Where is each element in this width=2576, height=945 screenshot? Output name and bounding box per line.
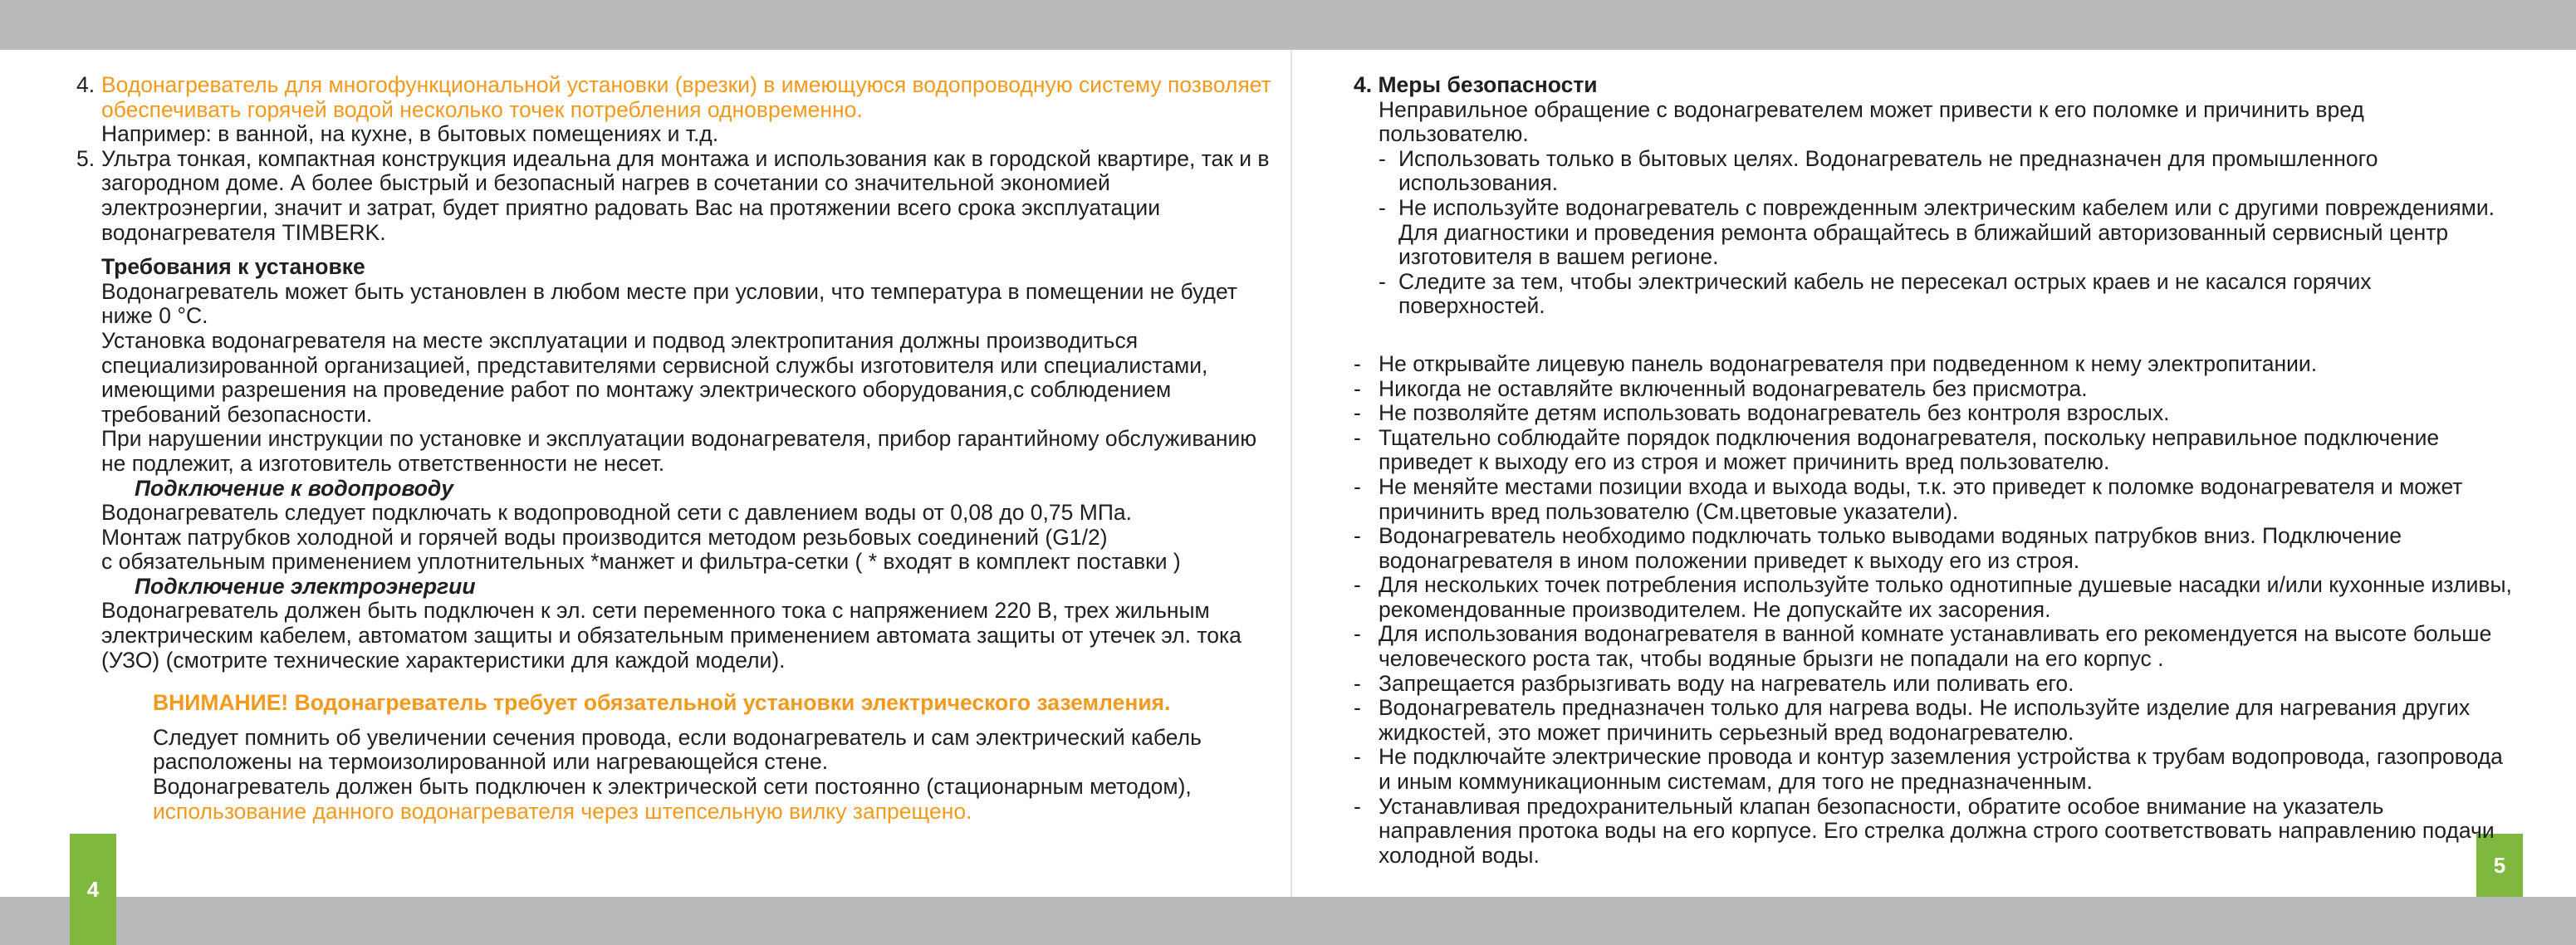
list-item: - Запрещается разбрызгивать воду на нагреватель или поливать его. bbox=[1354, 670, 2074, 696]
list-item: - Не используйте водонагреватель с поврежденным электрическим кабелем или с другими повреждениями. Для диагностики и проведения ремонта обращайтесь в ближайший авторизованный сервисный центр изготовителя в вашем регионе. bbox=[1379, 194, 2495, 270]
list-item: - Водонагреватель предназначен только для нагрева воды. Не используйте изделие для нагревания других жидкостей, это может причинить серьезный вред водонагревателю. bbox=[1354, 695, 2471, 745]
list-item: - Не подключайте электрические провода и контур заземления устройства к трубам водопровода, газопровода и иным коммуникационным системам, для того не предназначенным. bbox=[1354, 744, 2503, 795]
power-paragraph: Водонагреватель должен быть подключен к эл. сети переменного тока с напряжением 220 В, трех жильным электрическим кабелем, автоматом защиты и обязательным применением автомата защиты от утечек эл. тока (УЗО) (смотрите технические характеристики для каждой модели). bbox=[101, 598, 1241, 673]
item4-highlight: Водонагреватель для многофункциональной установки (врезки) в имеющуюся водопроводную систему позволяет обеспечивать горячей водой несколько точек потребления одновременно. bbox=[101, 72, 1271, 122]
water-paragraph: с обязательным применением уплотнительных *манжет и фильтра-сетки ( * входят в комплект поставки ) bbox=[101, 549, 1181, 575]
list-item: - Для нескольких точек потребления используйте только однотипные душевые насадки и/или кухонные изливы, рекомендованные производителем. Не допускайте их засорения. bbox=[1354, 572, 2512, 622]
safety-heading: 4. Меры безопасности bbox=[1354, 72, 1598, 97]
list-item: - Водонагреватель необходимо подключать только выводами водяных патрубков вниз. Подключение водонагревателя в ином положении приведет к выходу его из строя. bbox=[1354, 523, 2402, 573]
install-heading: Требования к установке bbox=[101, 254, 365, 280]
install-paragraph: При нарушении инструкции по установке и эксплуатации водонагревателя, прибор гарантийному обслуживанию не подлежит, а изготовитель ответственности не несет. bbox=[101, 426, 1257, 476]
list-number: 4. bbox=[76, 72, 95, 97]
water-heading: Подключение к водопроводу bbox=[135, 475, 454, 501]
warning-paragraph: Следует помнить об увеличении сечения провода, если водонагреватель и сам электрический кабель расположены на термоизолированной или нагревающейся стене. bbox=[153, 724, 1202, 775]
list-item: - Не открывайте лицевую панель водонагревателя при подведенном к нему электропитании. bbox=[1354, 350, 2318, 376]
page-number-left: 4 bbox=[70, 834, 116, 945]
list-item-4 bbox=[76, 73, 1272, 147]
list-item: - Для использования водонагревателя в ванной комнате устанавливать его рекомендуется на высоте больше человеческого роста так, чтобы водяные брызги не попадали на его корпус . bbox=[1354, 621, 2492, 672]
item4-text: Например: в ванной, на кухне, в бытовых помещениях и т.д. bbox=[101, 121, 719, 147]
safety-list bbox=[1354, 352, 2516, 868]
install-paragraph: Водонагреватель может быть установлен в любом месте при условии, что температура в помещении не будет ниже 0 °С. bbox=[101, 278, 1237, 329]
water-paragraph: Водонагреватель следует подключать к водопроводной сети с давлением воды от 0,08 до 0,75 МПа. bbox=[101, 500, 1132, 526]
page-gutter bbox=[1290, 50, 1292, 897]
list-number: 5. bbox=[76, 145, 95, 171]
power-heading: Подключение электроэнергии bbox=[135, 573, 476, 599]
list-item: - Использовать только в бытовых целях. Водонагреватель не предназначен для промышленного использования. bbox=[1379, 145, 2378, 196]
page-number-right: 5 bbox=[2476, 834, 2523, 897]
bottom-band bbox=[0, 897, 2576, 945]
list-item: - Следите за тем, чтобы электрический кабель не пересекал острых краев и не касался горячих поверхностей. bbox=[1379, 268, 2372, 319]
water-paragraph: Монтаж патрубков холодной и горячей воды производится методом резьбовых соединений (G1/2) bbox=[101, 524, 1108, 550]
warning-heading: ВНИМАНИЕ! Водонагреватель требует обязательной установки электрического заземления. bbox=[153, 690, 1171, 716]
list-item: - Не меняйте местами позиции входа и выхода воды, т.к. это приведет к поломке водонагревателя и может причинить вред пользователю (См.цветовые указатели). bbox=[1354, 473, 2463, 524]
list-item: - Тщательно соблюдайте порядок подключения водонагревателя, поскольку неправильное подключение приведет к выходу его из строя и может причинить вред пользователю. bbox=[1354, 424, 2440, 475]
install-paragraph: Установка водонагревателя на месте эксплуатации и подвод электропитания должны производиться специализированной организацией, представителями сервисной службы изготовителя или специалистами, имеющими разрешения на проведение работ по монтажу электрического оборудования,с соблюдением требований безопасности. bbox=[101, 327, 1208, 427]
safety-intro: Неправильное обращение с водонагревателем может привести к его поломке и причинить вред пользователю. bbox=[1379, 96, 2364, 147]
item5-text: Ультра тонкая, компактная конструкция идеальна для монтажа и использования как в городской квартире, так и в загородном доме. А более быстрый и безопасный нагрев в сочетании со значительной экономией электроэнергии, значит и затрат, будет приятно радовать Вас на протяжении всего срока эксплуатации водонагревателя TIMBERK. bbox=[101, 145, 1270, 245]
list-item: - Никогда не оставляйте включенный водонагреватель без присмотра. bbox=[1354, 375, 2088, 401]
warning-paragraph: Водонагреватель должен быть подключен к электрической сети постоянно (стационарным методом), bbox=[153, 774, 1192, 800]
list-item: - Не позволяйте детям использовать водонагреватель без контроля взрослых. bbox=[1354, 400, 2170, 426]
warning-orange-text: использование данного водонагревателя через штепсельную вилку запрещено. bbox=[153, 798, 972, 824]
right-page bbox=[1354, 73, 2516, 868]
list-item-5 bbox=[76, 147, 1272, 245]
safety-sub-list bbox=[1354, 147, 2516, 319]
top-band bbox=[0, 0, 2576, 50]
list-item: - Устанавливая предохранительный клапан безопасности, обратите особое внимание на указатель направления протока воды на его корпусе. Его стрелка должна строго соответствовать направлению подачи холодной воды. bbox=[1354, 793, 2495, 868]
left-page bbox=[76, 73, 1272, 824]
